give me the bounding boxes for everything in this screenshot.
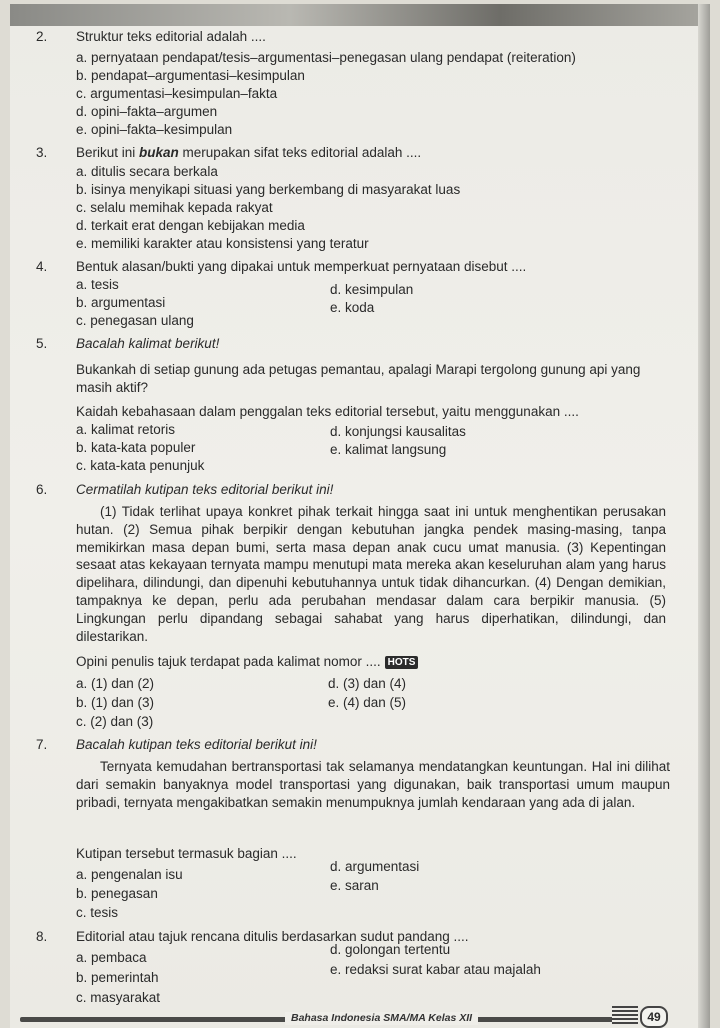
option-e: e. (4) dan (5) [328, 695, 407, 710]
question-emphasis: bukan [139, 145, 179, 160]
question-text: Struktur teks editorial adalah .... [76, 29, 266, 44]
question-instruction [76, 336, 219, 352]
passage: Ternyata kemudahan bertransportasi tak selamanya mendatangkan keuntungan. Hal ini dilihat dari semakin banyaknya model transportasi yang digunakan, baik transportasi umum maupun pribadi, ternyata mengakibatkan semakin menumpuknya jumlah kendaraan yang ada di jalan. [76, 759, 670, 810]
option-b: b. argumentasi [76, 295, 166, 310]
option-a: a. pernyataan pendapat/tesis–argumentasi–penegasan ulang pendapat (reiteration) [76, 50, 576, 65]
option-a: a. pengenalan isu [76, 867, 183, 882]
option-a: a. kalimat retoris [76, 422, 176, 437]
option-b: b. (1) dan (3) [76, 695, 155, 710]
page-number: 49 [640, 1006, 668, 1028]
page-binding-edge [698, 4, 710, 1028]
option-b: b. pemerintah [76, 970, 159, 985]
footer-stripes [612, 1006, 638, 1024]
question-text: Kutipan tersebut termasuk bagian .... [76, 846, 297, 861]
option-e: e. memiliki karakter atau konsistensi yang teratur [76, 236, 369, 251]
option-c: c. masyarakat [76, 990, 161, 1005]
option-b: b. isinya menyikapi situasi yang berkembang di masyarakat luas [76, 182, 461, 197]
option-d: d. opini–fakta–argumen [76, 104, 218, 119]
option-e: e. saran [330, 878, 379, 893]
option-c: c. (2) dan (3) [76, 714, 154, 729]
instruction-text: Cermatilah kutipan teks editorial berikut ini! [76, 482, 334, 497]
question-text: Editorial atau tajuk rencana ditulis berdasarkan sudut pandang .... [76, 929, 469, 944]
option-c: c. penegasan ulang [76, 313, 194, 328]
option-c: c. kata-kata penunjuk [76, 458, 205, 473]
question-text [76, 654, 418, 670]
passage: (1) Tidak terlihat upaya konkret pihak terkait hingga saat ini untuk menghentikan perusakan hutan. (2) Semua pihak berpikir dengan kebutuhan jangka pendek masing-masing, tanpa memikirkan masa depan bumi, serta masa depan anak cucu umat manusia. (3) Kepentingan sesaat atas kekayaan ternyata mampu menutupi mata mereka akan keseluruhan alam yang harus dipelihara, dilindungi, dan dipenuhi kebutuhannya untuk tidak dihancurkan. (4) Dengan demikian, tampaknya ke depan, perlu ada perubahan mendasar dalam cara berpikir manusia. (5) Lingkungan perlu dipandang sebagai sahabat yang harus diperhatikan, dilindungi, dan dilestarikan. [76, 504, 666, 644]
question-number: 8. [36, 929, 48, 944]
option-b: b. kata-kata populer [76, 440, 196, 455]
question-number: 5. [36, 336, 48, 351]
question-number: 7. [36, 737, 48, 752]
option-b: b. penegasan [76, 886, 158, 901]
question-number: 3. [36, 145, 48, 160]
question-instruction [76, 737, 317, 753]
option-d: d. kesimpulan [330, 282, 414, 297]
option-e: e. opini–fakta–kesimpulan [76, 122, 233, 137]
option-a: a. pembaca [76, 950, 147, 965]
question-text: Kaidah kebahasaan dalam penggalan teks editorial tersebut, yaitu menggunakan .... [76, 404, 579, 419]
instruction-text: Bacalah kalimat berikut! [76, 336, 220, 351]
option-c: c. tesis [76, 905, 119, 920]
question-number: 4. [36, 259, 48, 274]
option-d: d. argumentasi [330, 859, 420, 874]
book-title: Bahasa Indonesia SMA/MA Kelas XII [285, 1012, 478, 1025]
option-d: d. terkait erat dengan kebijakan media [76, 218, 305, 233]
question-number: 2. [36, 29, 48, 44]
instruction-text: Bacalah kutipan teks editorial berikut ini! [76, 737, 317, 752]
option-e: e. kalimat langsung [330, 442, 447, 457]
option-d: d. (3) dan (4) [328, 676, 407, 691]
page-top-edge [10, 4, 710, 26]
option-c: c. argumentasi–kesimpulan–fakta [76, 86, 278, 101]
question-text: Bentuk alasan/bukti yang dipakai untuk memperkuat pernyataan disebut .... [76, 259, 527, 274]
option-e: e. redaksi surat kabar atau majalah [330, 962, 541, 977]
option-d: d. konjungsi kausalitas [330, 424, 466, 439]
question-text-post: merupakan sifat teks editorial adalah .... [178, 145, 422, 160]
option-a: a. ditulis secara berkala [76, 164, 218, 179]
page-footer [0, 1012, 700, 1024]
question-text-pre: Berikut ini [76, 145, 140, 160]
question-instruction [76, 482, 333, 498]
option-c: c. selalu memihak kepada rakyat [76, 200, 273, 215]
question-number: 6. [36, 482, 48, 497]
option-a: a. (1) dan (2) [76, 676, 155, 691]
option-b: b. pendapat–argumentasi–kesimpulan [76, 68, 305, 83]
option-a: a. tesis [76, 277, 119, 292]
hots-badge: HOTS [385, 656, 419, 669]
question-text [76, 145, 421, 161]
quoted-sentence: Bukankah di setiap gunung ada petugas pemantau, apalagi Marapi tergolong gunung api yang masih aktif? [76, 362, 641, 395]
question-label: Opini penulis tajuk terdapat pada kalimat nomor .... [76, 654, 381, 669]
option-d: d. golongan tertentu [330, 942, 451, 957]
option-e: e. koda [330, 300, 375, 315]
